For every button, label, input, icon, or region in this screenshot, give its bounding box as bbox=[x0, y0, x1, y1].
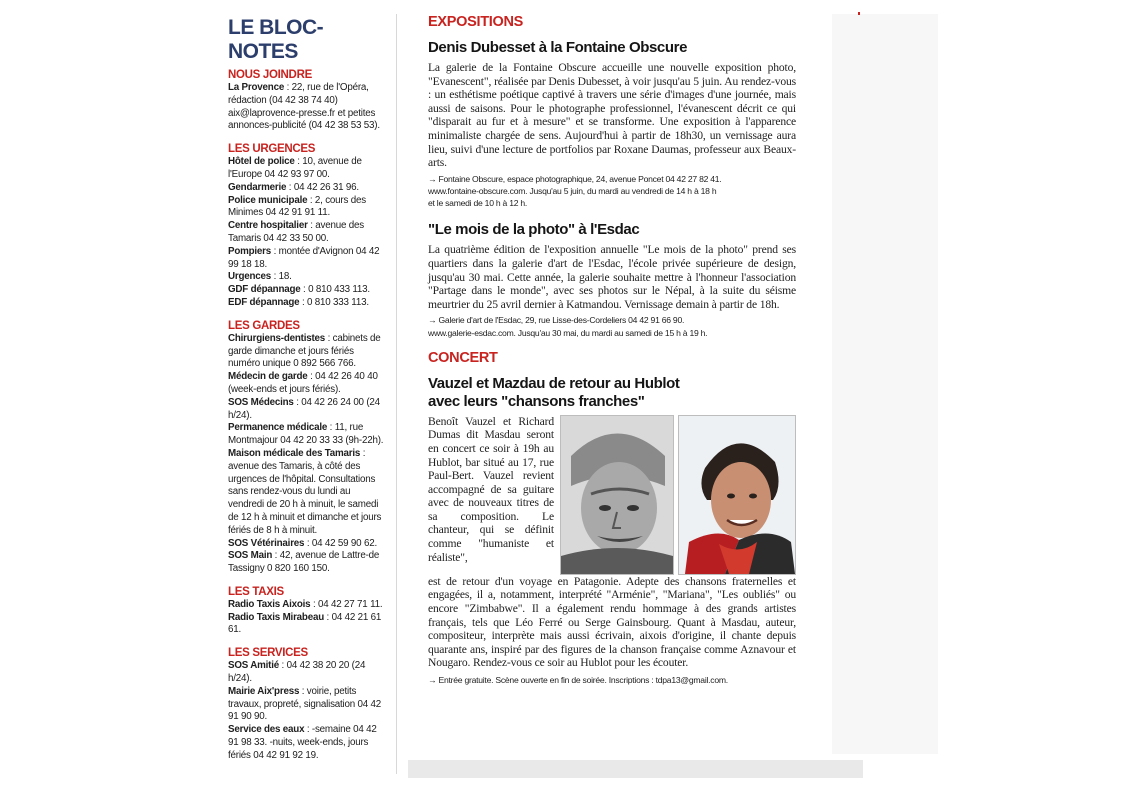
bloc-entry bbox=[228, 220, 388, 246]
bloc-entry bbox=[228, 82, 388, 133]
concert-title-line1: Vauzel et Mazdau de retour au Hublot bbox=[428, 374, 680, 392]
entry-label: Chirurgiens-dentistes bbox=[228, 332, 326, 344]
info-line: www.galerie-esdac.com. Jusqu'au 30 mai, du mardi au samedi de 15 h à 19 h. bbox=[428, 327, 708, 338]
bloc-entry bbox=[228, 599, 388, 612]
entry-label: Radio Taxis Mirabeau bbox=[228, 611, 324, 623]
info-line: et le samedi de 10 h à 12 h. bbox=[428, 198, 528, 209]
entry-label: Mairie Aix'press bbox=[228, 685, 300, 697]
bloc-entry bbox=[228, 246, 388, 272]
scan-shadow-right bbox=[832, 14, 938, 754]
entry-text: : 04 42 27 71 11. bbox=[310, 598, 383, 610]
entry-text: : 04 42 26 40 40 (week-ends et jours fériés). bbox=[228, 371, 378, 395]
article-title: Denis Dubesset à la Fontaine Obscure bbox=[428, 39, 688, 56]
entry-label: SOS Main bbox=[228, 550, 273, 562]
bloc-entry bbox=[228, 448, 388, 538]
article-concert bbox=[428, 375, 796, 686]
article-info bbox=[428, 173, 796, 210]
article-body: La galerie de la Fontaine Obscure accueille une nouvelle exposition photo, "Evanescent", réalisée par Denis Dubesset, à voir jusqu'au 5 juin. Au rendez-vous : un esthétisme poétique captivé à travers une série d'images d'une journée, mais aussi de saisons. Pour le photographe professionnel, l'évanescent décrit ce qui "disparait au fur et à mesure" et se transforme. Une exposition à l'apparence minimaliste chargée de sens. Aujourd'hui à partir de 18h30, un vernissage aura lieu, suivi d'une lecture de portfolios par Roxane Daumas, professeur aux Beaux-arts. bbox=[428, 61, 796, 170]
section-heading: LES SERVICES bbox=[228, 647, 308, 660]
article-dubesset bbox=[428, 39, 796, 209]
bloc-entry bbox=[228, 612, 388, 638]
bloc-entry bbox=[228, 660, 388, 686]
entry-text: : 2, cours des Minimes 04 42 91 91 11. bbox=[228, 194, 366, 219]
section-heading: LES URGENCES bbox=[228, 143, 316, 156]
entry-label: SOS Médecins bbox=[228, 396, 294, 408]
print-mark bbox=[858, 12, 860, 15]
entry-text: : 04 42 26 24 00 (24 h/24). bbox=[228, 396, 380, 421]
photo-richard-dumas bbox=[678, 415, 796, 575]
entry-text: : 0 810 333 113. bbox=[299, 296, 369, 308]
expositions-kicker: EXPOSITIONS bbox=[428, 14, 523, 30]
scan-shadow-bottom bbox=[408, 760, 863, 778]
entry-text: : 04 42 38 20 20 (24 h/24). bbox=[228, 660, 366, 685]
entry-label: Médecin de garde bbox=[228, 371, 308, 383]
entry-label: Service des eaux bbox=[228, 724, 305, 736]
entry-text: : voirie, petits travaux, propreté, signalisation 04 42 91 90 90. bbox=[228, 685, 382, 723]
bloc-entry bbox=[228, 333, 388, 371]
entry-text: : 18. bbox=[271, 271, 292, 283]
entry-label: La Provence bbox=[228, 82, 285, 93]
entry-label: Centre hospitalier bbox=[228, 220, 308, 232]
info-line: → Galerie d'art de l'Esdac, 29, rue Lisse-des-Cordeliers 04 42 91 66 90. bbox=[428, 315, 685, 326]
entry-text: : 11, rue Montmajour 04 42 20 33 33 (9h-22h). bbox=[228, 422, 384, 447]
article-esdac bbox=[428, 221, 796, 338]
bloc-entry bbox=[228, 271, 388, 284]
bloc-entry bbox=[228, 284, 388, 297]
bloc-notes-sections bbox=[228, 68, 388, 763]
bloc-entry bbox=[228, 397, 388, 423]
bloc-entry bbox=[228, 550, 388, 576]
entry-text: : 22, rue de l'Opéra, rédaction (04 42 38 74 40) aix@laprovence-presse.fr et petites annonces-publicité (04 42 38 53 53). bbox=[228, 82, 380, 132]
concert-body-side: Benoît Vauzel et Richard Dumas dit Masdau seront en concert ce soir à 19h au Hublot, bar situé au 17, rue Paul-Bert. Vauzel revient accompagné de sa guitare avec de nouveaux titres de sa composition. Le chanteur, qui se définit comme "humaniste et réaliste", bbox=[428, 414, 554, 564]
entry-label: SOS Vétérinaires bbox=[228, 537, 305, 549]
photo-benoit-vauzel bbox=[560, 415, 674, 575]
bloc-entry bbox=[228, 538, 388, 551]
section-heading: LES GARDES bbox=[228, 319, 300, 332]
bloc-entry bbox=[228, 195, 388, 221]
concert-body: est de retour d'un voyage en Patagonie. Adepte des chansons fraternelles et engagées, il a, notamment, interprété "Arménie", "Mariana", "Les oubliés" ou encore "Zimbabwe". Il a également rendu hommage à des grands artistes français, tels que Léo Ferré ou Serge Gainsbourg. Quant à Masdau, auteur, compositeur, interprète mais aussi écrivain, aixois d'origine, il chante depuis quarante ans, inspiré par des figures de la chanson française comme Aznavour et Nougaro. Rendez-vous ce soir au Hublot pour les écouter. bbox=[428, 574, 796, 670]
entry-label: GDF dépannage bbox=[228, 284, 301, 296]
entry-text: : 04 42 26 31 96. bbox=[286, 181, 359, 193]
concert-kicker: CONCERT bbox=[428, 349, 498, 366]
article-info bbox=[428, 314, 796, 338]
entry-label: Pompiers bbox=[228, 245, 272, 257]
portrait-color-icon bbox=[679, 416, 795, 574]
section-heading: LES TAXIS bbox=[228, 585, 284, 598]
portrait-grey-icon bbox=[561, 416, 673, 574]
concert-info: → Entrée gratuite. Scène ouverte en fin de soirée. Inscriptions : tdpa13@gmail.com. bbox=[428, 674, 728, 685]
entry-label: Police municipale bbox=[228, 194, 308, 206]
entry-text: : 42, avenue de Lattre-de Tassigny 0 820 160 150. bbox=[228, 550, 380, 575]
concert-photo-block bbox=[428, 415, 796, 575]
info-line: → Fontaine Obscure, espace photographique, 24, avenue Poncet 04 42 27 82 41. bbox=[428, 173, 722, 184]
concert-title-line2: avec leurs "chansons franches" bbox=[428, 392, 645, 410]
entry-label: Hôtel de police bbox=[228, 156, 295, 168]
article-body: La quatrième édition de l'exposition annuelle "Le mois de la photo" prend ses quartiers dans la galerie d'art de l'Esdac, l'école privée supérieure de design, jusqu'au 30 mai. Cette année, la galerie souhaite mettre à l'honneur l'association "Partage dans le monde", avec ses photos sur le Népal, à la suite du séisme meurtrier du 25 avril dernier à Katmandou. Vernissage demain à partir de 18h. bbox=[428, 243, 796, 311]
entry-text: : 10, avenue de l'Europe 04 42 93 97 00. bbox=[228, 156, 362, 180]
entry-label: Gendarmerie bbox=[228, 181, 287, 193]
bloc-entry bbox=[228, 297, 388, 310]
articles-column bbox=[428, 12, 796, 758]
bloc-notes-column bbox=[228, 16, 388, 778]
entry-label: EDF dépannage bbox=[228, 296, 300, 308]
entry-text: : avenue des Tamaris, à côté des urgences de l'hôpital. Consultations sans rendez-vous du lundi au vendredi de 20 h à minuit, le samedi de 12 h à minuit et dimanche et jours fériés de 8 h à minuit. bbox=[228, 447, 382, 536]
entry-text: : 0 810 433 113. bbox=[300, 284, 370, 296]
article-title: "Le mois de la photo" à l'Esdac bbox=[428, 221, 640, 239]
entry-text: : avenue des Tamaris 04 42 33 50 00. bbox=[228, 220, 364, 244]
bloc-entry bbox=[228, 724, 388, 762]
entry-label: Urgences bbox=[228, 271, 272, 283]
section-heading: NOUS JOINDRE bbox=[228, 69, 312, 81]
bloc-entry bbox=[228, 156, 388, 182]
entry-label: Radio Taxis Aixois bbox=[228, 598, 311, 610]
info-line: www.fontaine-obscure.com. Jusqu'au 5 juin, du mardi au vendredi de 14 h à 18 h bbox=[428, 185, 717, 196]
entry-label: Maison médicale des Tamaris bbox=[228, 447, 361, 459]
entry-text: : 04 42 59 90 62. bbox=[304, 537, 377, 549]
entry-label: SOS Amitié bbox=[228, 660, 279, 672]
bloc-notes-title: LE BLOC-NOTES bbox=[228, 16, 324, 63]
column-divider bbox=[396, 14, 397, 774]
entry-text: : 04 42 21 61 61. bbox=[228, 611, 382, 636]
entry-text: : montée d'Avignon 04 42 99 18 18. bbox=[228, 245, 380, 270]
bloc-entry bbox=[228, 422, 388, 448]
bloc-entry bbox=[228, 371, 388, 397]
bloc-entry bbox=[228, 686, 388, 724]
entry-text: : cabinets de garde dimanche et jours fériés numéro unique 0 892 566 766. bbox=[228, 332, 381, 370]
entry-text: : -semaine 04 42 91 98 33. -nuits, week-ends, jours fériés 04 42 91 92 19. bbox=[228, 724, 377, 761]
entry-label: Permanence médicale bbox=[228, 422, 328, 434]
bloc-entry bbox=[228, 182, 388, 195]
